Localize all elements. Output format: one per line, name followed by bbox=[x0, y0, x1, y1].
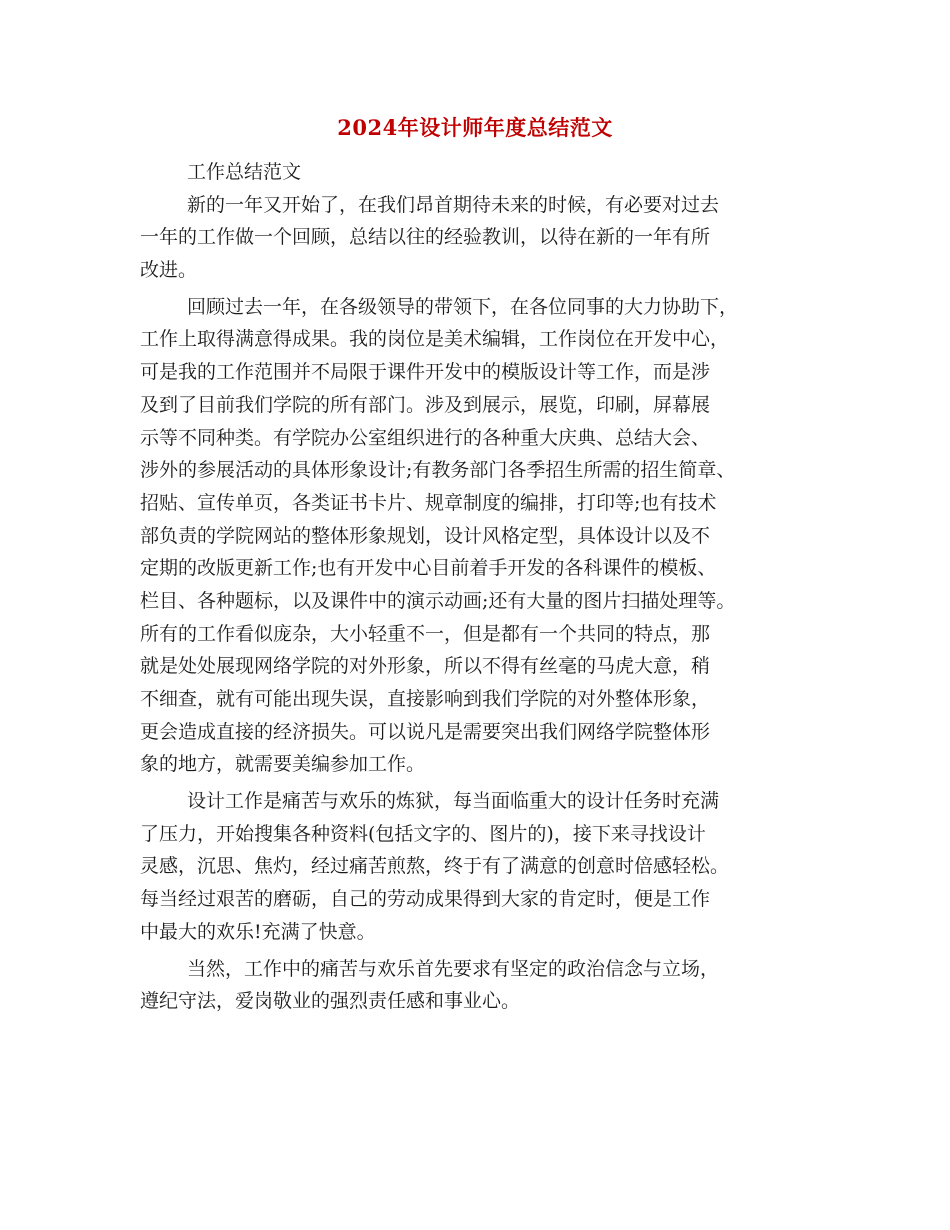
paragraph-line: 了压力，开始搜集各种资料(包括文字的、图片的)，接下来寻找设计 bbox=[140, 822, 706, 845]
document-title: 2024年设计师年度总结范文 bbox=[337, 115, 613, 140]
paragraph-line: 涉外的参展活动的具体形象设计;有教务部门各季招生所需的招生简章、 bbox=[140, 459, 736, 482]
paragraph-line: 定期的改版更新工作;也有开发中心目前着手开发的各科课件的模板、 bbox=[140, 557, 717, 580]
paragraph-line: 示等不同种类。有学院办公室组织进行的各种重大庆典、总结大会、 bbox=[140, 426, 711, 449]
subtitle: 工作总结范文 bbox=[187, 161, 302, 183]
paragraph-line: 每当经过艰苦的磨砺，自己的劳动成果得到大家的肯定时，便是工作 bbox=[140, 888, 711, 911]
paragraph-line: 工作上取得满意得成果。我的岗位是美术编辑，工作岗位在开发中心， bbox=[140, 328, 730, 351]
paragraph-line: 改进。 bbox=[140, 259, 198, 282]
paragraph-line: 更会造成直接的经济损失。可以说凡是需要突出我们网络学院整体形 bbox=[140, 720, 711, 743]
paragraph-line: 一年的工作做一个回顾，总结以往的经验教训，以待在新的一年有所 bbox=[140, 226, 711, 249]
paragraph-3 bbox=[140, 785, 830, 948]
paragraph-line: 灵感，沉思、焦灼，经过痛苦煎熬，终于有了满意的创意时倍感轻松。 bbox=[140, 855, 730, 878]
paragraph-1 bbox=[140, 189, 830, 287]
paragraph-line: 部负责的学院网站的整体形象规划，设计风格定型，具体设计以及不 bbox=[140, 524, 711, 547]
paragraph-line: 新的一年又开始了，在我们昂首期待未来的时候，有必要对过去 bbox=[187, 193, 720, 216]
paragraph-line: 象的地方，就需要美编参加工作。 bbox=[140, 753, 426, 776]
paragraph-line: 遵纪守法，爱岗敬业的强烈责任感和事业心。 bbox=[140, 990, 521, 1013]
paragraph-line: 当然，工作中的痛苦与欢乐首先要求有坚定的政治信念与立场， bbox=[187, 957, 720, 980]
document-body bbox=[140, 156, 830, 1018]
paragraph-4 bbox=[140, 953, 830, 1018]
paragraph-line: 可是我的工作范围并不局限于课件开发中的模版设计等工作，而是涉 bbox=[140, 361, 711, 384]
paragraph-line: 不细查，就有可能出现失误，直接影响到我们学院的对外整体形象， bbox=[140, 688, 711, 710]
paragraph-line: 中最大的欢乐!充满了快意。 bbox=[140, 920, 376, 943]
paragraph-line: 就是处处展现网络学院的对外形象，所以不得有丝毫的马虎大意，稍 bbox=[140, 655, 711, 678]
paragraph-line: 及到了目前我们学院的所有部门。涉及到展示，展览，印刷，屏幕展 bbox=[140, 393, 711, 416]
paragraph-line: 招贴、宣传单页，各类证书卡片、规章制度的编排，打印等;也有技术 bbox=[140, 491, 717, 514]
paragraph-line: 设计工作是痛苦与欢乐的炼狱，每当面临重大的设计任务时充满 bbox=[187, 790, 720, 813]
paragraph-2 bbox=[140, 291, 830, 781]
paragraph-line: 回顾过去一年，在各级领导的带领下，在各位同事的大力协助下， bbox=[187, 295, 739, 318]
paragraph-line: 所有的工作看似庞杂，大小轻重不一，但是都有一个共同的特点，那 bbox=[140, 622, 711, 645]
paragraph-line: 栏目、各种题标，以及课件中的演示动画;还有大量的图片扫描处理等。 bbox=[140, 589, 736, 612]
